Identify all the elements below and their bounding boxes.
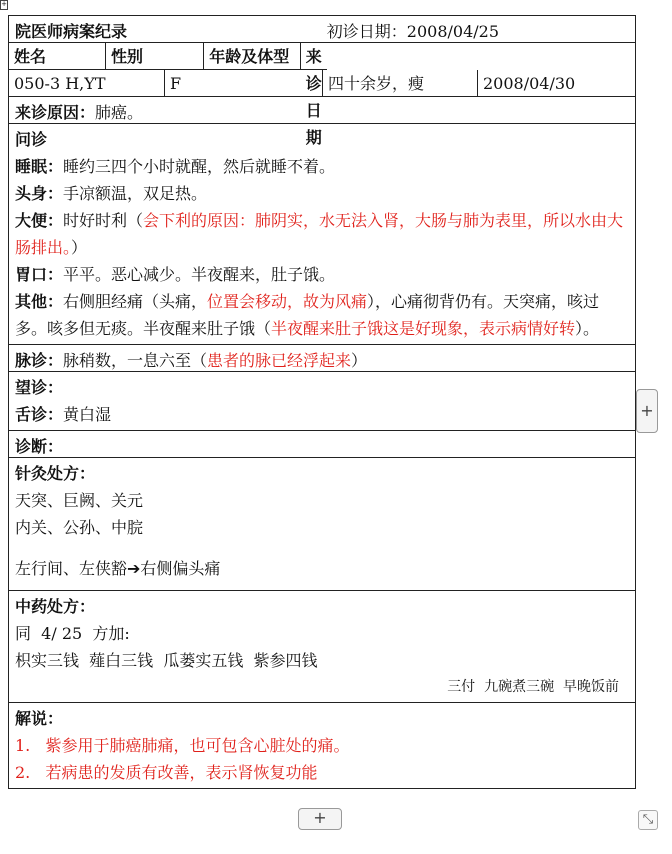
reason-label: 来诊原因： — [15, 103, 96, 122]
tongue-text: 黄白湿 — [63, 405, 112, 424]
first-visit — [327, 18, 499, 45]
table-move-handle[interactable]: + — [1, 0, 7, 8]
record-title: 院医师病案纪录 — [15, 22, 128, 41]
acupuncture-label: 针灸处方： — [15, 464, 96, 483]
acupuncture-line-3b: 右侧偏头痛 — [140, 559, 221, 578]
other-label: 其他： — [15, 292, 64, 311]
first-visit-date: 2008/04/25 — [406, 22, 499, 41]
inquiry-section — [9, 124, 635, 345]
herbal-line-1: 同 4/ 25 方加: — [15, 624, 130, 643]
observe-section — [9, 372, 635, 431]
reason-text: 肺癌。 — [95, 103, 144, 122]
appetite-label: 胃口： — [15, 265, 64, 284]
other-text-3: ）。 — [575, 319, 600, 338]
col-visit-date: 来诊日期 — [305, 47, 322, 147]
stool-label: 大便： — [15, 211, 64, 230]
herbal-section — [9, 591, 635, 703]
explain-section — [9, 703, 635, 788]
acupuncture-section — [9, 458, 635, 591]
diagnosis-section — [9, 431, 635, 458]
resize-handle-icon[interactable]: ⤡ — [638, 810, 658, 830]
pulse-section — [9, 345, 635, 372]
other-text-1: 右侧胆经痛（头痛， — [63, 292, 208, 311]
sleep-label: 睡眠： — [15, 157, 64, 176]
col-age: 年龄及体型 — [209, 47, 290, 66]
herbal-label: 中药处方： — [15, 597, 96, 616]
herbal-line-2: 枳实三钱 薤白三钱 瓜蒌实五钱 紫参四钱 — [15, 651, 318, 670]
first-visit-label: 初诊日期： — [326, 22, 407, 41]
medical-record-table — [8, 15, 636, 789]
patient-values-row — [9, 70, 635, 97]
inquiry-title: 问诊 — [15, 130, 48, 149]
headbody-label: 头身： — [15, 184, 64, 203]
reason-section — [9, 97, 635, 124]
diagnosis-label: 诊断： — [15, 437, 64, 456]
explain-label: 解说： — [15, 709, 64, 728]
add-column-button[interactable]: + — [636, 389, 658, 433]
stool-close: ） — [71, 238, 88, 257]
acupuncture-line-3a: 左行间、左侠豁 — [15, 559, 128, 578]
pulse-close: ） — [351, 351, 368, 370]
herbal-dosage: 三付 九碗煮三碗 早晚饭前 — [447, 679, 619, 695]
observe-label: 望诊： — [15, 378, 64, 397]
stool-note: 会下利的原因：肺阴实，水无法入肾，大肠与肺为表里，所以水由大肠排出。 — [15, 211, 624, 257]
headbody-text: 手凉额温，双足热。 — [63, 184, 208, 203]
patient-id: 050-3 H,YT — [9, 70, 165, 96]
acupuncture-line-1: 天突、巨阙、关元 — [15, 491, 144, 510]
visit-date: 2008/04/30 — [483, 74, 576, 93]
col-sex: 性别 — [111, 47, 144, 66]
pulse-note: 患者的脉已经浮起来 — [207, 351, 352, 370]
col-name: 姓名 — [14, 47, 47, 66]
other-note-1: 位置会移动，故为风痛 — [207, 292, 368, 311]
patient-age: 四十余岁，瘦 — [323, 70, 478, 96]
other-note-2: 半夜醒来肚子饿这是好现象，表示病情好转 — [271, 319, 576, 338]
add-row-button[interactable]: + — [298, 808, 342, 830]
appetite-text: 平平。恶心减少。半夜醒来，肚子饿。 — [63, 265, 336, 284]
tongue-label: 舌诊： — [15, 405, 64, 424]
other-text-2: ），心痛彻背仍有。天突痛，咳过多。咳多但无痰。半夜醒来肚子饿（ — [15, 292, 600, 338]
acupuncture-line-2: 内关、公孙、中脘 — [15, 518, 144, 537]
patient-sex: F — [165, 70, 323, 96]
arrow-right-icon: ➔ — [127, 559, 141, 578]
stool-text: 时好时利（ — [63, 211, 144, 230]
explain-item-2: 2. 若病患的发质有改善，表示肾恢复功能 — [15, 763, 318, 782]
sleep-text: 睡约三四个小时就醒，然后就睡不着。 — [63, 157, 336, 176]
pulse-label: 脉诊： — [15, 351, 64, 370]
pulse-text: 脉稍数，一息六至（ — [63, 351, 208, 370]
record-header — [9, 16, 635, 43]
explain-item-1: 1. 紫参用于肺癌肺痛，也可包含心脏处的痛。 — [15, 736, 350, 755]
